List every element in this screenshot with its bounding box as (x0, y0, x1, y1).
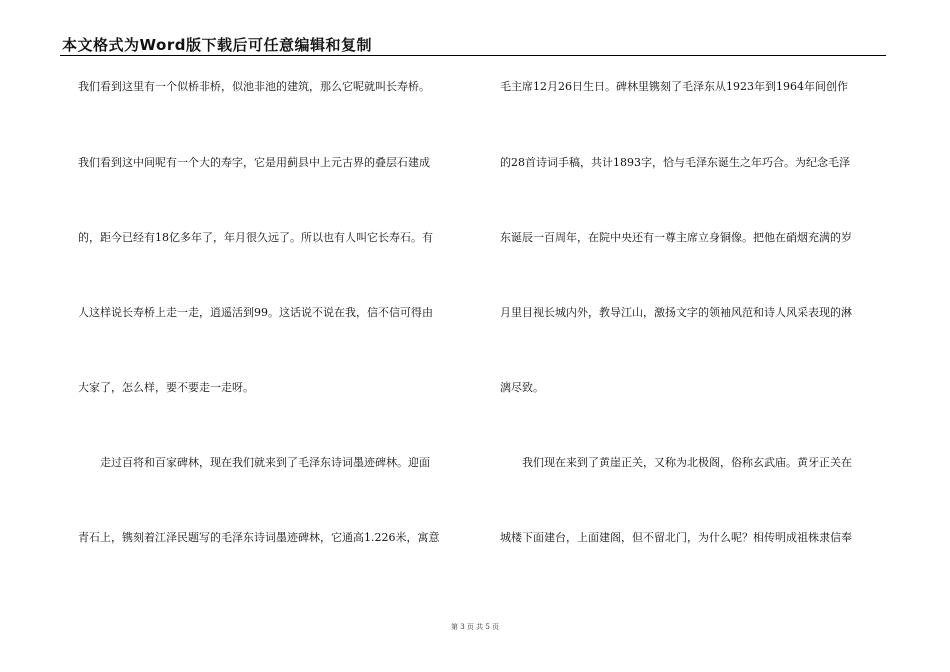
text-line: 我们现在来到了黄崖正关，又称为北极阁，俗称玄武庙。黄牙正关在 (522, 456, 852, 469)
text-line: 漓尽致。 (500, 381, 544, 394)
page-number-footer: 第 3 页 共 5 页 (450, 623, 500, 631)
text-line: 青石上，镌刻着江泽民题写的毛泽东诗词墨迹碑林，它通高1.226米，寓意 (78, 531, 440, 544)
text-line: 的28首诗词手稿，共计1893字，恰与毛泽东诞生之年巧合。为纪念毛泽 (500, 156, 850, 169)
text-line: 月里目视长城内外，教导江山，激扬文字的领袖风范和诗人风采表现的淋 (500, 306, 852, 319)
text-line: 东诞辰一百周年，在院中央还有一尊主席立身铜像。把他在硝烟充满的岁 (500, 231, 852, 244)
text-line: 城楼下面建台，上面建阁，但不留北门，为什么呢？相传明成祖株隶信奉 (500, 531, 852, 544)
page-header-title: 本文格式为Word版下载后可任意编辑和复制 (62, 36, 372, 54)
text-line: 我们看到这中间呢有一个大的寿字，它是用蓟县中上元古界的叠层石建成 (78, 156, 430, 169)
text-line: 的，距今已经有18亿多年了，年月很久远了。所以也有人叫它长寿石。有 (78, 231, 433, 244)
text-line: 大家了，怎么样，要不要走一走呀。 (78, 381, 254, 394)
text-line: 走过百将和百家碑林，现在我们就来到了毛泽东诗词墨迹碑林。迎面 (100, 456, 430, 469)
text-line: 毛主席12月26日生日。碑林里镌刻了毛泽东从1923年到1964年间创作 (500, 80, 848, 93)
header-divider (60, 55, 886, 56)
text-line: 我们看到这里有一个似桥非桥，似池非池的建筑，那么它呢就叫长寿桥。 (78, 80, 430, 93)
text-line: 人这样说长寿桥上走一走，逍遥活到99。这话说不说在我，信不信可得由 (78, 306, 433, 319)
